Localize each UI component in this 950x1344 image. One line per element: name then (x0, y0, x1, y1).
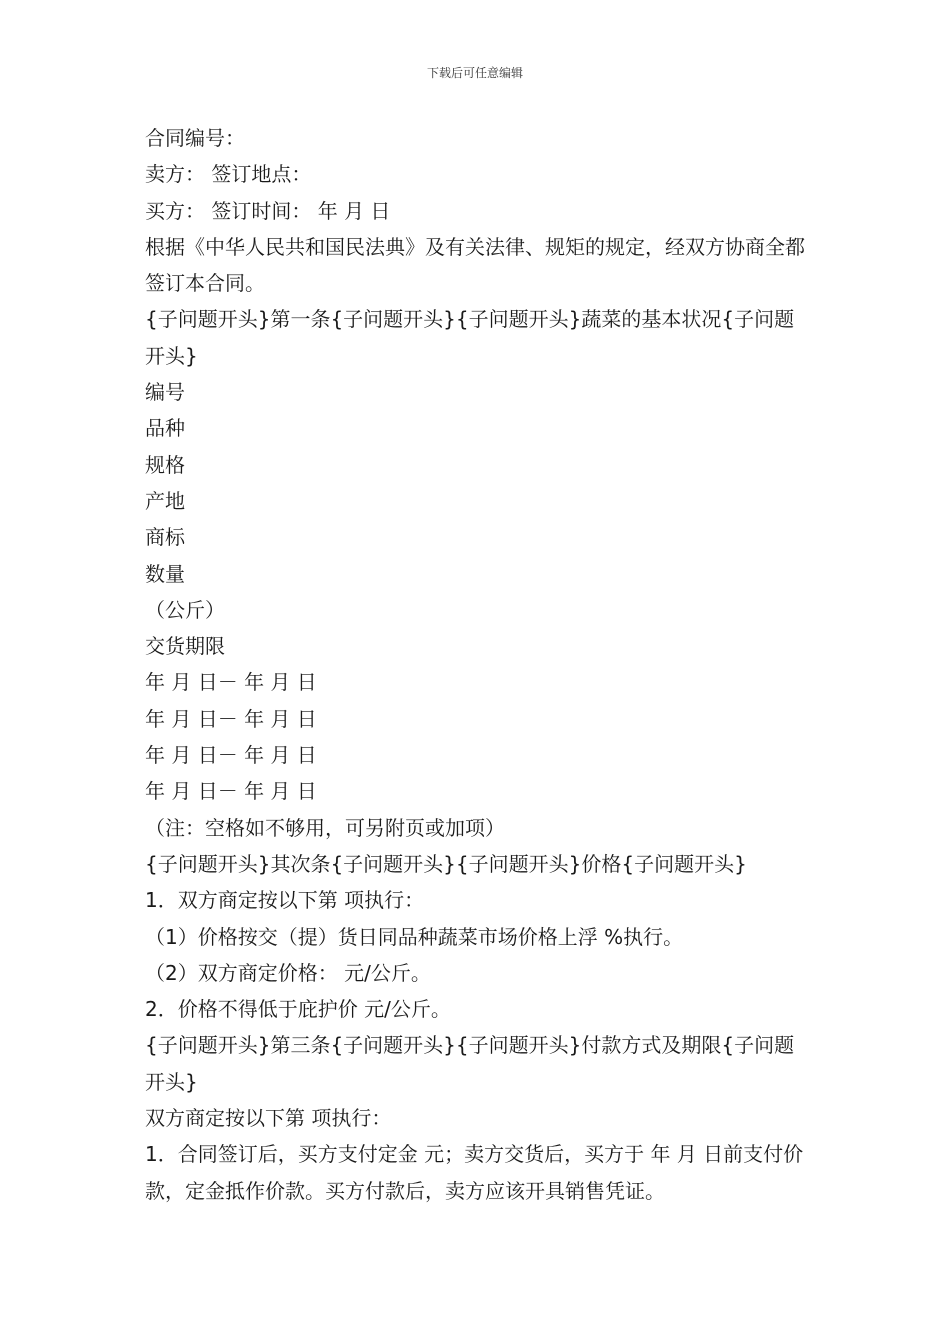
page-header: 下载后可任意编辑 (426, 66, 523, 80)
payment-intro: 双方商定按以下第 项执行： (145, 1106, 392, 1131)
field-quantity: 数量 (145, 561, 185, 586)
field-origin: 产地 (145, 488, 185, 513)
field-trademark: 商标 (145, 525, 185, 550)
date-range-line: 年 月 日－ 年 月 日 (145, 706, 317, 731)
article-2-heading: {子问题开头}其次条{子问题开头}{子问题开头}价格{子问题开头} (145, 851, 747, 876)
table-note: （注：空格如不够用，可另附页或加项） (145, 815, 505, 840)
buyer-line: 买方： 签订时间： 年 月 日 (145, 198, 391, 223)
price-clause-1-option-2: （2）双方商定价格： 元/公斤。 (145, 960, 431, 985)
field-specification: 规格 (145, 452, 185, 477)
price-clause-1-option-1: （1）价格按交（提）货日同品种蔬菜市场价格上浮 %执行。 (145, 924, 684, 949)
seller-line: 卖方： 签订地点： (145, 162, 312, 187)
field-quantity-unit: （公斤） (145, 597, 225, 622)
article-3-heading: {子问题开头}第三条{子问题开头}{子问题开头}付款方式及期限{子问题开头} (145, 1033, 795, 1094)
contract-body (145, 120, 810, 1209)
preamble-paragraph: 根据《中华人民共和国民法典》及有关法律、规矩的规定，经双方协商全都签订本合同。 (145, 234, 805, 296)
payment-clause-1: 1．合同签订后，买方支付定金 元；卖方交货后，买方于 年 月 日前支付价款，定金抵作价款。买方付款后，卖方应该开具销售凭证。 (145, 1142, 804, 1203)
field-delivery-period: 交货期限 (145, 634, 225, 659)
article-1-heading: {子问题开头}第一条{子问题开头}{子问题开头}蔬菜的基本状况{子问题开头} (145, 307, 795, 368)
price-clause-2: 2．价格不得低于庇护价 元/公斤。 (145, 997, 451, 1022)
date-range-line: 年 月 日－ 年 月 日 (145, 779, 317, 804)
date-range-line: 年 月 日－ 年 月 日 (145, 670, 317, 695)
field-number: 编号 (145, 380, 185, 405)
price-clause-1: 1．双方商定按以下第 项执行： (145, 888, 425, 913)
contract-number-line: 合同编号： (145, 126, 245, 150)
date-range-line: 年 月 日－ 年 月 日 (145, 743, 317, 768)
field-variety: 品种 (145, 416, 185, 441)
